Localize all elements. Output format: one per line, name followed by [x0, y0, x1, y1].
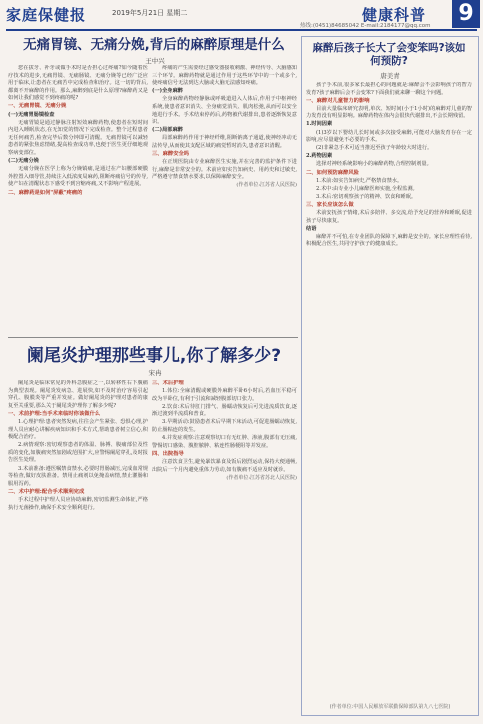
section-heading: 三、术后护理 — [152, 380, 184, 386]
article2-column-left — [8, 380, 148, 714]
article2-body — [8, 380, 148, 512]
paragraph: 无痛分娩在医学上称为分娩镇痛,是通过在产妇腰部硬膜外腔置入细导管,持续注入低浓度局麻药,阻断疼痛信号的传导,使产妇在清醒状态下感受不到宫缩疼痛,又不影响产程进展。 — [8, 166, 148, 188]
article2-source: (作者单位:江苏省苏北人民医院) — [226, 474, 297, 481]
newspaper-title: 家庭保健报 — [6, 6, 87, 24]
masthead — [0, 0, 483, 30]
paragraph: 2.术中:由专业小儿麻醉医师实施,全程监测。 — [316, 185, 418, 192]
subsection-heading: (二)局部麻醉 — [152, 127, 183, 134]
section-title: 健康科普 — [362, 6, 427, 24]
page-number: 9 — [452, 0, 480, 28]
paragraph: 阑尾炎是临床常见的外科急腹症之一,以转移性右下腹痛为典型表现。阑尾炎发病急、进展快,如不及时治疗容易引起穿孔、腹膜炎等严重并发症。做好阑尾炎的护理对患者的康复至关重要,那么关于阑尾炎护理你了解多少呢? — [8, 380, 148, 409]
paragraph: 麻醉并不可怕,在专业团队的保障下,麻醉是安全的。家长应理性看待,积极配合医生,共同守护孩子的健康成长。 — [306, 233, 472, 248]
article1-author: 王中兴 — [145, 57, 165, 65]
subsection-heading: 1.时间因素 — [306, 121, 333, 128]
paragraph: 2.饮食:术后待肛门排气、肠蠕动恢复后可先进流质饮食,逐渐过渡到半流质和普食。 — [152, 403, 297, 418]
article1-body — [8, 65, 148, 197]
paragraph: 3.早期活动:鼓励患者术后早期下床活动,可促进肠蠕动恢复,防止肠粘连的发生。 — [152, 419, 297, 434]
paragraph: 目前大量临床研究表明,单次、短时间(小于1小时)的麻醉对儿童的智力发育没有明显影响。麻醉药物在体内会很快代谢排出,不会长期残留。 — [306, 105, 472, 120]
subsection-heading: (一)全身麻醉 — [152, 88, 183, 95]
paragraph: 4.并发症观察:注意观察切口有无红肿、渗液,腹部有无压痛,警惕切口感染、腹腔脓肿、粘连性肠梗阻等并发症。 — [152, 435, 297, 449]
article1-body-cont — [152, 65, 297, 182]
section-heading: 三、家长应该怎么做 — [306, 201, 354, 208]
masthead-rule — [6, 29, 477, 31]
paragraph: 1.术前:如实告知病史,严格禁食禁水。 — [316, 177, 403, 184]
article2-body-cont — [152, 380, 297, 474]
article2-title: 阑尾炎护理那些事儿,你了解多少? — [26, 346, 282, 366]
subsection-heading: (一)无痛胃肠镜检查 — [8, 111, 55, 118]
hotline: 热线:(0451)84685042 E-mail:2184177@qq.com — [300, 23, 431, 29]
section-heading: 三、麻醉安全吗 — [152, 151, 190, 158]
article1-column-right — [152, 65, 297, 335]
article1-title: 无痛胃镜、无痛分娩,背后的麻醉原理是什么 — [23, 37, 285, 53]
section-heading: 一、术前护理:当手术来临时你该做什么 — [8, 410, 101, 417]
paragraph: 选择对神经系统影响小的麻醉药物,合理控制剂量。 — [316, 161, 432, 168]
paragraph: 1.心理护理:患者突然发病,往往会产生紧张、恐惧心理,护理人员应耐心讲解疾病知识和手术方式,帮助患者树立信心,积极配合治疗。 — [8, 418, 148, 441]
section-heading: 四、出院指导 — [152, 450, 184, 457]
article2-column-right — [152, 380, 297, 714]
article3-author: 唐美青 — [380, 72, 400, 80]
issue-date: 2019年5月21日 星期二 — [112, 9, 188, 17]
paragraph: 3.术后:密切观察孩子的精神、饮食和睡眠。 — [316, 193, 417, 200]
paragraph: 注意饮食卫生,避免暴饮暴食及饭后剧烈运动,保持大便通畅,出院后一个月内避免重体力劳动,如有腹痛不适应及时就诊。 — [152, 458, 297, 473]
paragraph: 3.术前准备:遵医嘱禁食禁水,必要时胃肠减压,完成血常规等检查,做好皮肤准备。禁用止痛剂以免掩盖病情,禁止灌肠和服用泻药。 — [8, 465, 148, 487]
paragraph: 您在拔牙、补牙或做手术时是否担心过疼痛?如今随着医疗技术的进步,无痛胃镜、无痛肠镜、无痛分娩等已经广泛应用于临床,让患者在无痛苦中完成检查和治疗。这一切的背后,都离不开麻醉的作用。那么,麻醉到底是什么原理?麻醉药又是如何让我们感觉不到疼痛的呢? — [8, 65, 148, 102]
paragraph: 术前安抚孩子情绪,术后多陪伴、多交流,给予充足的营养和睡眠,促进孩子尽快康复。 — [306, 210, 472, 224]
paragraph: 无痛胃镜是通过静脉注射短效麻醉药物,使患者在短时间内进入睡眠状态,在无知觉的情况下完成检查。整个过程患者无任何痛苦,检查完毕后数分钟即可清醒。无痛胃镜可以减轻患者的紧张焦虑情绪,提高检查成功率,也便于医生更仔细地观察病变部位。 — [8, 119, 148, 157]
paragraph: 手术过程中护理人员应协助麻醉,密切监测生命体征,严格执行无菌操作,确保手术安全顺利进行。 — [8, 496, 148, 511]
subsection-heading: 2.药物因素 — [306, 153, 333, 160]
paragraph: (2)非紧急手术可适当推迟至孩子年龄较大时进行。 — [316, 145, 433, 152]
paragraph: (1)3岁以下婴幼儿长时间或多次接受麻醉,可能对大脑发育存在一定影响,应尽量避免不必要的手术。 — [306, 129, 472, 144]
paragraph: 全身麻醉药物经静脉或呼吸道进入人体后,作用于中枢神经系统,使患者意识消失、全身痛觉消失、肌肉松弛,从而可以安全地进行手术。手术结束停药后,药物被代谢排出,患者逐渐恢复意识。 — [152, 96, 297, 126]
section-heading: 二、术中护理:配合手术顺利完成 — [8, 488, 85, 495]
section-heading: 一、无痛胃镜、无痛分娩 — [8, 103, 67, 110]
paragraph: 1.体位:全麻清醒或硬膜外麻醉平卧6小时后,若血压平稳可改为半卧位,有利于引流和减轻腹部切口张力。 — [152, 388, 297, 402]
article-divider — [8, 337, 298, 338]
article3-title: 麻醉后孩子长大了会变笨吗?该如何预防? — [312, 42, 466, 67]
article3-column — [306, 82, 472, 694]
subsection-heading: 结语 — [306, 225, 317, 232]
article2-author: 宋冉 — [148, 369, 162, 377]
article1-source: (作者单位:江苏省人民医院) — [236, 182, 297, 189]
section-heading: 二、如何预防麻醉风险 — [306, 169, 359, 176]
subsection-heading: (二)无痛分娩 — [8, 158, 39, 165]
article3-source: (作者单位:中国人民解放军联勤保障部队第九八七医院) — [329, 704, 451, 710]
paragraph: 疼痛的产生需要经过感受器接收刺激、神经传导、大脑感知三个环节。麻醉药物就是通过作用于这些环节中的一个或多个,使疼痛信号无法到达大脑或大脑无法感知疼痛。 — [152, 65, 297, 87]
section-heading: 一、麻醉对儿童智力的影响 — [306, 97, 370, 104]
section-heading: 二、麻醉药是如何"屏蔽"疼痛的 — [8, 189, 83, 196]
paragraph: 孩子手术前,很多家长最担心的问题就是:麻醉会不会影响孩子的智力发育?孩子麻醉后会不会变笨?下面我们就来聊一聊这个问题。 — [306, 82, 472, 96]
paragraph: 2.病情观察:密切观察患者的体温、脉搏、腹痛部位及性质的变化,如腹痛突然加剧或范围扩大,应警惕阑尾穿孔,及时报告医生处理。 — [8, 442, 148, 464]
article3-body — [306, 82, 472, 249]
paragraph: 局部麻醉药作用于神经纤维,阻断钠离子通道,使神经冲动无法传导,从而使其支配区域的痛觉暂时消失,患者意识清醒。 — [152, 135, 297, 149]
paragraph: 在正规医院由专业麻醉医生实施,并在完善的监护条件下进行,麻醉是非常安全的。术前应如实告知病史、用药史和过敏史,严格遵守禁食禁水要求,以保障麻醉安全。 — [152, 159, 297, 181]
article1-column-left — [8, 65, 148, 326]
